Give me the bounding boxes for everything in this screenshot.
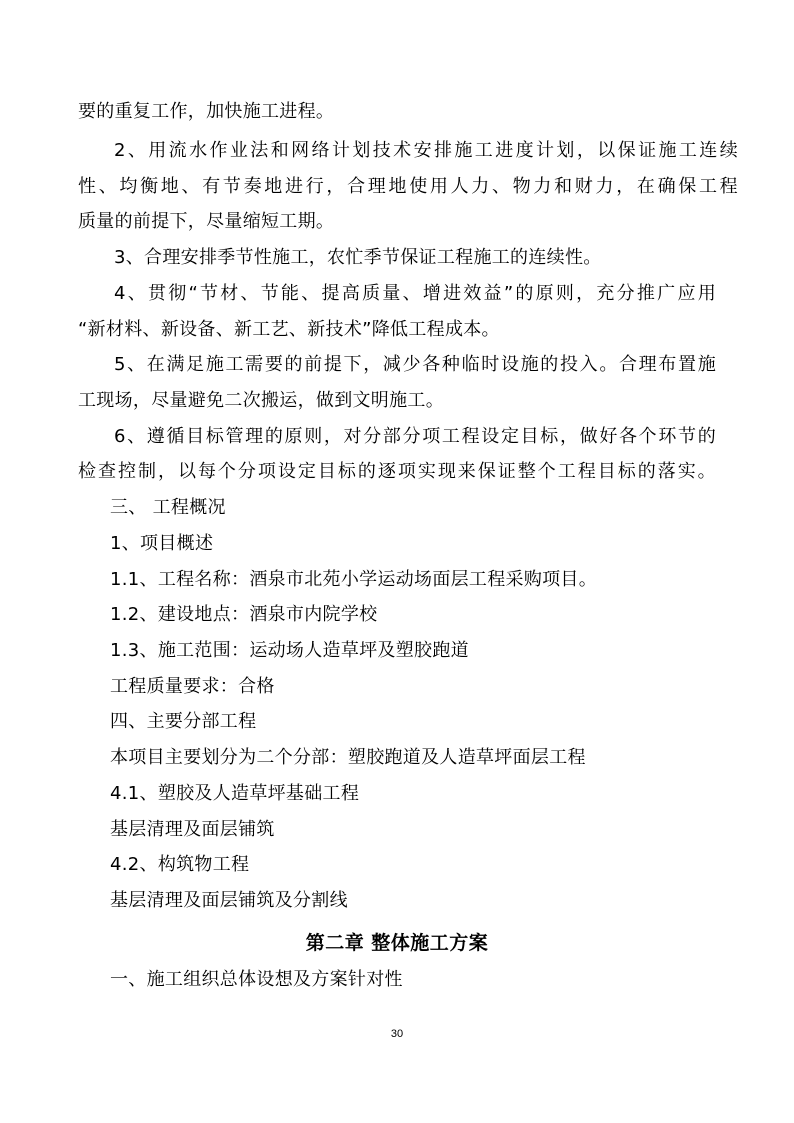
subsection-4-2-detail-line: 基层清理及面层铺筑及分割线: [110, 890, 348, 911]
item-3-line: 3、合理安排季节性施工，农忙季节保证工程施工的连续性。: [114, 247, 602, 268]
item-5-line-1: 5、在满足施工需要的前提下，减少各种临时设施的投入。合理布置施: [114, 354, 716, 375]
item-4-line-1: 4、贯彻“节材、节能、提高质量、增进效益”的原则，充分推广应用: [114, 283, 716, 304]
construction-scope-line: 1.3、施工范围：运动场人造草坪及塑胶跑道: [110, 640, 469, 661]
item-6-line-2: 检查控制，以每个分项设定目标的逐项实现来保证整个工程目标的落实。: [78, 461, 716, 482]
subsection-4-1-line: 4.1、塑胶及人造草坪基础工程: [110, 783, 360, 804]
division-summary-line: 本项目主要划分为二个分部：塑胶跑道及人造草坪面层工程: [110, 747, 586, 768]
chapter-heading: 第二章 整体施工方案: [305, 932, 489, 954]
paragraph-line-1: 要的重复工作，加快施工进程。: [78, 101, 335, 122]
item-2-line-1: 2、用流水作业法和网络计划技术安排施工进度计划，以保证施工连续: [114, 140, 738, 161]
project-overview-heading: 1、项目概述: [110, 533, 214, 554]
construction-site-line: 1.2、建设地点：酒泉市内院学校: [110, 604, 378, 625]
item-2-line-3: 质量的前提下，尽量缩短工期。: [78, 211, 335, 232]
section-1-heading: 一、施工组织总体设想及方案针对性: [110, 969, 403, 990]
item-6-line-1: 6、遵循目标管理的原则，对分部分项工程设定目标，做好各个环节的: [114, 426, 716, 447]
item-2-line-2: 性、均衡地、有节奏地进行，合理地使用人力、物力和财力，在确保工程: [78, 176, 738, 197]
page-number: 30: [390, 1028, 404, 1040]
quality-requirement-line: 工程质量要求：合格: [110, 676, 275, 697]
subsection-4-1-detail-line: 基层清理及面层铺筑: [110, 819, 275, 840]
section-3-heading: 三、 工程概况: [110, 497, 226, 518]
section-4-heading: 四、主要分部工程: [110, 711, 257, 732]
item-5-line-2: 工现场，尽量避免二次搬运，做到文明施工。: [78, 390, 444, 411]
item-4-line-2: “新材料、新设备、新工艺、新技术”降低工程成本。: [78, 319, 500, 340]
project-name-line: 1.1、工程名称：酒泉市北苑小学运动场面层工程采购项目。: [110, 569, 598, 590]
subsection-4-2-line: 4.2、构筑物工程: [110, 854, 250, 875]
